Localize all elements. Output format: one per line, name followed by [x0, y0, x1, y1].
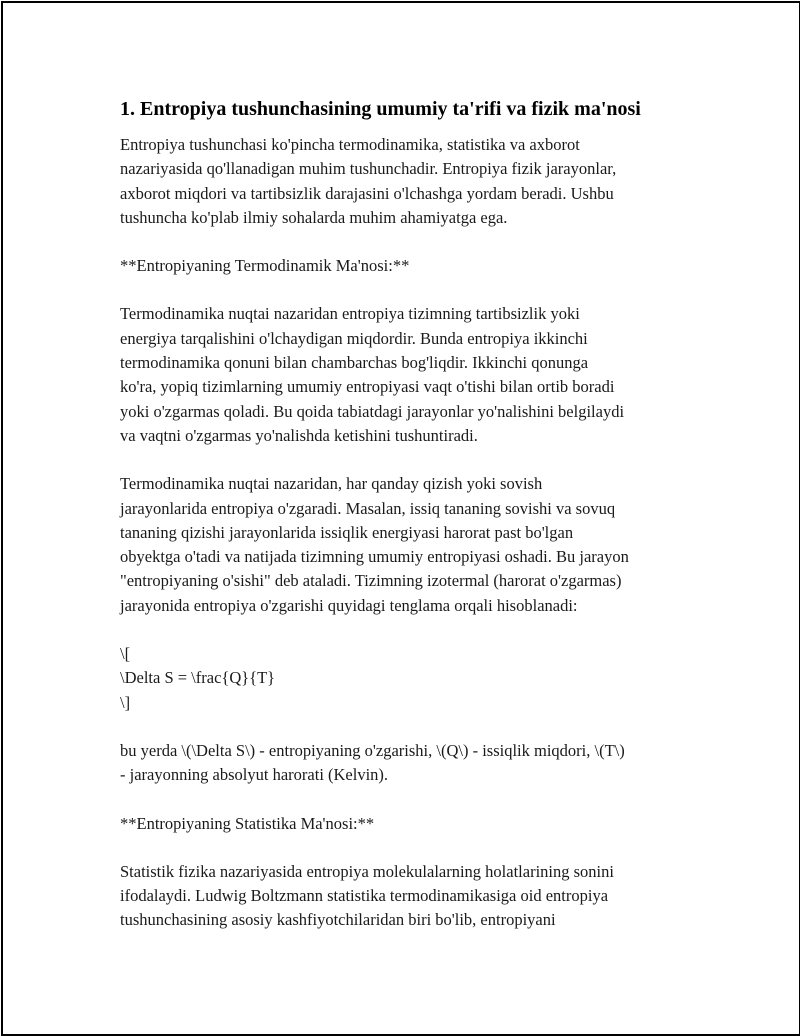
text-line: nazariyasida qo'llanadigan muhim tushunchadir. Entropiya fizik jarayonlar, — [120, 159, 617, 179]
paragraph-statistical-1 — [120, 860, 700, 933]
paragraph-formula-explanation — [120, 739, 700, 788]
formula-line: \[ — [120, 644, 131, 664]
text-line: axborot miqdori va tartibsizlik darajasini o'lchashga yordam beradi. Ushbu — [120, 183, 614, 203]
text-line: Statistik fizika nazariyasida entropiya molekulalarning holatlarining sonini — [120, 861, 614, 881]
text-line: yoki o'zgarmas qoladi. Bu qoida tabiatdagi jarayonlar yo'nalishini belgilaydi — [120, 401, 625, 421]
text-line: jarayonlarida entropiya o'zgaradi. Masalan, issiq tananing sovishi va sovuq — [120, 498, 616, 518]
text-line: va vaqtni o'zgarmas yo'nalishda ketishini tushuntiradi. — [120, 425, 478, 445]
document-page — [1, 1, 800, 1036]
text-line: Termodinamika nuqtai nazaridan, har qanday qizish yoki sovish — [120, 474, 543, 494]
text-line: tushuncha ko'plab ilmiy sohalarda muhim ahamiyatga ega. — [120, 207, 508, 227]
subheading-statistical — [120, 812, 700, 836]
text-line: ko'ra, yopiq tizimlarning umumiy entropiyasi vaqt o'tishi bilan ortib boradi — [120, 377, 615, 397]
text-line: "entropiyaning o'sishi" deb ataladi. Tizimning izotermal (harorat o'zgarmas) — [120, 571, 622, 591]
text-line: termodinamika qonuni bilan chambarchas bog'liqdir. Ikkinchi qonunga — [120, 353, 589, 373]
text-line: energiya tarqalishini o'lchaydigan miqdordir. Bunda entropiya ikkinchi — [120, 328, 588, 348]
text-line: jarayonida entropiya o'zgarishi quyidagi tenglama orqali hisoblanadi: — [120, 595, 578, 615]
formula-line: \] — [120, 692, 131, 712]
document-content — [120, 95, 700, 957]
text-line: tushunchasining asosiy kashfiyotchilaridan biri bo'lib, entropiyani — [120, 910, 556, 930]
text-line: - jarayonning absolyut harorati (Kelvin). — [120, 765, 389, 785]
text-line: Entropiya tushunchasi ko'pincha termodinamika, statistika va axborot — [120, 135, 580, 154]
formula-block — [120, 642, 700, 715]
text-line: bu yerda \(\Delta S\) - entropiyaning o'zgarishi, \(Q\) - issiqlik miqdori, \(T\) — [120, 740, 625, 760]
paragraph-intro — [120, 133, 700, 230]
text-line: **Entropiyaning Statistika Ma'nosi:** — [120, 813, 375, 833]
section-heading: 1. Entropiya tushunchasining umumiy ta'rifi va fizik ma'nosi — [120, 98, 641, 120]
text-line: **Entropiyaning Termodinamik Ma'nosi:** — [120, 256, 410, 276]
text-line: ifodalaydi. Ludwig Boltzmann statistika termodinamikasiga oid entropiya — [120, 886, 609, 906]
text-line: Termodinamika nuqtai nazaridan entropiya tizimning tartibsizlik yoki — [120, 304, 580, 324]
text-line: tananing qizishi jarayonlarida issiqlik energiyasi harorat past bo'lgan — [120, 522, 574, 542]
paragraph-thermodynamic-1 — [120, 302, 700, 448]
text-line: obyektga o'tadi va natijada tizimning umumiy entropiyasi oshadi. Bu jarayon — [120, 547, 629, 567]
formula-line: \Delta S = \frac{Q}{T} — [120, 668, 276, 688]
paragraph-thermodynamic-2 — [120, 472, 700, 618]
subheading-thermodynamic — [120, 254, 700, 278]
